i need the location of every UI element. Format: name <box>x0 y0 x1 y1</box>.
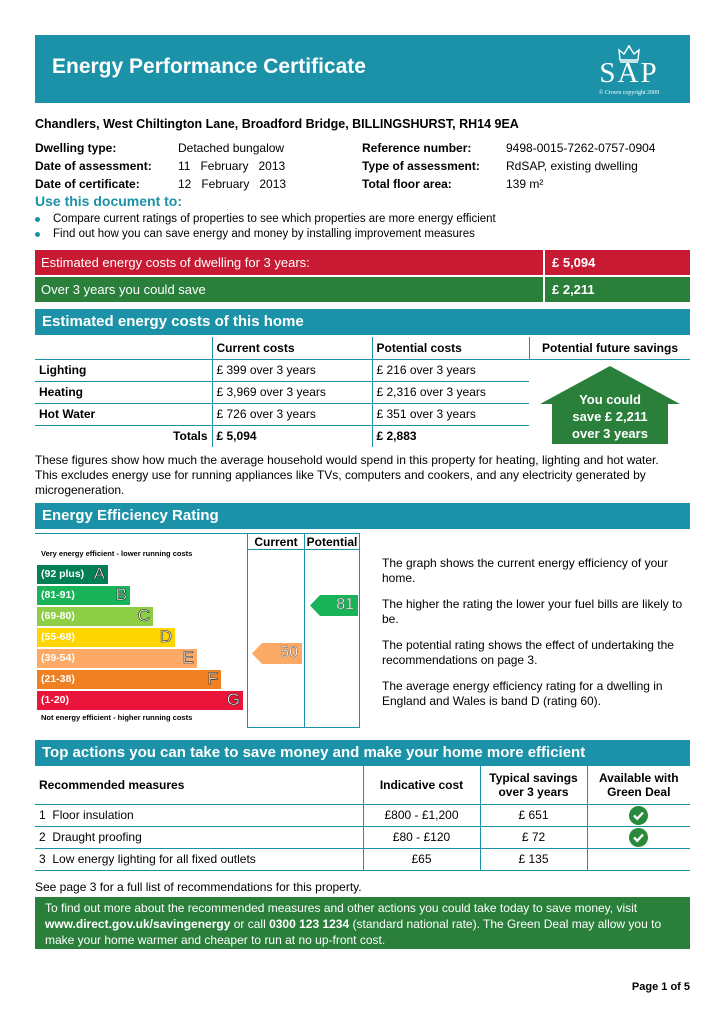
savings-house-line: save £ 2,211 <box>572 409 648 424</box>
savings-label: Over 3 years you could save <box>35 277 543 302</box>
measure-name: Floor insulation <box>52 808 134 822</box>
more-info-text: or call <box>230 917 270 931</box>
measure-cell <box>35 804 363 826</box>
header-green-deal-line: Green Deal <box>607 784 671 799</box>
measure-name: Draught proofing <box>52 830 142 844</box>
measure-number: 3 <box>39 852 46 866</box>
property-address: Chandlers, West Chiltington Lane, Broadford Bridge, BILLINGSHURST, RH14 9EA <box>35 117 519 131</box>
list-item <box>35 212 496 227</box>
table-row <box>35 359 529 381</box>
efficiency-rating-graph <box>35 533 360 728</box>
band-range: (69-80) <box>41 610 75 622</box>
green-deal-cell <box>587 804 690 826</box>
potential-cost-cell: £ 351 over 3 years <box>372 403 529 425</box>
costs-table <box>35 337 529 447</box>
assessment-date-row <box>35 157 286 175</box>
detail-value: 12 February 2013 <box>178 177 287 191</box>
efficiency-explanation <box>382 556 688 720</box>
floor-area-row <box>362 175 655 193</box>
costs-note: These figures show how much the average household would spend in this property for heating, lighting and hot water. This excludes energy use for running appliances like TVs, computers and cookers, and any electricity generated by microgeneration. <box>35 453 659 497</box>
current-cost-cell: £ 399 over 3 years <box>212 359 372 381</box>
savings-bar <box>35 277 690 302</box>
epc-header <box>35 35 690 103</box>
efficient-note: Very energy efficient - lower running costs <box>41 549 193 558</box>
explanation-paragraph: The higher the rating the lower your fuel bills are likely to be. <box>382 597 683 626</box>
column-divider <box>304 534 305 727</box>
detail-value: 11 February 2013 <box>178 159 286 173</box>
band-f <box>37 670 221 689</box>
green-deal-cell <box>587 826 690 848</box>
detail-value: RdSAP, existing dwelling <box>506 159 638 173</box>
totals-row <box>35 425 529 447</box>
savings-house-graphic <box>540 366 680 446</box>
details-right <box>362 139 655 193</box>
header-savings-line: over 3 years <box>498 784 569 799</box>
cost-cell: £800 - £1,200 <box>363 804 480 826</box>
current-rating-number: 50 <box>280 644 298 661</box>
savings-cell: £ 135 <box>480 848 587 870</box>
check-icon <box>629 806 648 825</box>
cost-cell: £80 - £120 <box>363 826 480 848</box>
green-deal-cell <box>587 848 690 870</box>
potential-column-header: Potential <box>306 535 358 549</box>
more-info-text: To find out more about the recommended measures and other actions you could take today to save money, visit <box>45 901 638 915</box>
totals-current: £ 5,094 <box>212 425 372 447</box>
band-b <box>37 586 130 605</box>
savings-house-line: You could <box>579 392 641 407</box>
explanation-paragraph: The potential rating shows the effect of undertaking the recommendations on page 3. <box>382 638 674 667</box>
future-savings-header: Potential future savings <box>529 337 690 360</box>
actions-section-heading: Top actions you can take to save money and make your home more efficient <box>35 740 690 766</box>
detail-key: Date of assessment: <box>35 159 152 173</box>
more-info-text: (standard national rate). The Green Deal may allow you to make your home warmer and cheaper to run at no up-front cost. <box>45 917 662 947</box>
band-range: (21-38) <box>41 673 75 685</box>
sap-logo-text: SAP <box>599 57 659 89</box>
detail-key: Date of certificate: <box>35 177 140 191</box>
totals-label: Totals <box>173 429 208 444</box>
list-item-text: Compare current ratings of properties to see which properties are more energy efficient <box>53 213 496 225</box>
band-letter: F <box>207 669 218 688</box>
measure-name: Low energy lighting for all fixed outlets <box>52 852 256 866</box>
list-item-text: Find out how you can save energy and money by installing improvement measures <box>53 228 475 240</box>
estimated-costs-bar <box>35 250 690 275</box>
band-d <box>37 628 175 647</box>
explanation-paragraph: The average energy efficiency rating for a dwelling in England and Wales is band D (rating 60). <box>382 679 663 708</box>
current-cost-cell: £ 726 over 3 years <box>212 403 372 425</box>
savings-cell: £ 72 <box>480 826 587 848</box>
band-range: (55-68) <box>41 631 75 643</box>
row-label: Heating <box>35 381 212 403</box>
header-green-deal-line: Available with <box>598 770 679 785</box>
use-document-list <box>35 212 496 242</box>
use-document-heading: Use this document to: <box>35 193 183 209</box>
phone-number: 0300 123 1234 <box>269 917 350 931</box>
current-cost-cell: £ 3,969 over 3 years <box>212 381 372 403</box>
page-number: Page 1 of 5 <box>631 981 690 993</box>
detail-key: Type of assessment: <box>362 159 480 173</box>
header-savings-line: Typical savings <box>489 770 578 785</box>
current-column-header: Current <box>248 534 304 550</box>
band-range: (92 plus) <box>41 568 85 580</box>
row-label: Hot Water <box>35 403 212 425</box>
totals-potential: £ 2,883 <box>372 425 529 447</box>
detail-key: Total floor area: <box>362 177 452 191</box>
details-left <box>35 139 286 193</box>
savings-house-text <box>550 391 670 442</box>
savings-link[interactable]: www.direct.gov.uk/savingenergy <box>45 917 231 931</box>
band-range: (1-20) <box>41 694 70 706</box>
certificate-date-row <box>35 175 286 193</box>
crown-copyright: © Crown copyright 2009 <box>598 90 660 96</box>
header-measures: Recommended measures <box>35 766 363 804</box>
table-header-empty <box>35 337 212 359</box>
header-savings <box>480 766 587 804</box>
potential-cost-cell: £ 2,316 over 3 years <box>372 381 529 403</box>
current-rating-value <box>262 643 302 663</box>
table-row <box>35 381 529 403</box>
band-letter: D <box>159 627 172 646</box>
measure-cell <box>35 826 363 848</box>
potential-rating-value <box>320 595 358 615</box>
band-g <box>37 691 243 710</box>
table-header-potential: Potential costs <box>372 337 529 359</box>
band-a <box>37 565 108 584</box>
assessment-type-row <box>362 157 655 175</box>
table-row <box>35 826 690 848</box>
explanation-paragraph: The graph shows the current energy efficiency of your home. <box>382 556 668 585</box>
band-letter: E <box>182 648 194 667</box>
efficiency-section-heading: Energy Efficiency Rating <box>35 503 690 529</box>
potential-cost-cell: £ 216 over 3 years <box>372 359 529 381</box>
header-cost: Indicative cost <box>363 766 480 804</box>
bullet-icon <box>35 232 40 237</box>
band-letter: G <box>226 690 240 709</box>
savings-value: £ 2,211 <box>545 277 690 302</box>
measure-cell <box>35 848 363 870</box>
bullet-icon <box>35 217 40 222</box>
row-label: Lighting <box>35 359 212 381</box>
detail-value: Detached bungalow <box>178 141 285 155</box>
table-row <box>35 804 690 826</box>
dwelling-type-row <box>35 139 286 157</box>
list-item <box>35 227 496 242</box>
reference-row <box>362 139 655 157</box>
measure-number: 1 <box>39 808 46 822</box>
page-title: Energy Performance Certificate <box>52 55 366 78</box>
cost-cell: £65 <box>363 848 480 870</box>
band-letter: A <box>93 564 105 583</box>
savings-cell: £ 651 <box>480 804 587 826</box>
potential-rating-number: 81 <box>336 596 354 613</box>
band-letter: B <box>115 585 127 604</box>
header-green-deal <box>587 766 690 804</box>
band-letter: C <box>137 606 150 625</box>
check-icon <box>629 828 648 847</box>
sap-logo <box>584 45 674 99</box>
table-header-current: Current costs <box>212 337 372 359</box>
estimated-costs-value: £ 5,094 <box>545 250 690 275</box>
detail-key: Dwelling type: <box>35 141 117 155</box>
detail-key: Reference number: <box>362 141 472 155</box>
band-range: (39-54) <box>41 652 75 664</box>
rating-columns <box>247 533 360 728</box>
estimated-costs-label: Estimated energy costs of dwelling for 3 years: <box>35 250 543 275</box>
more-info-box <box>35 897 690 949</box>
band-e <box>37 649 197 668</box>
graph-top-border <box>35 533 247 540</box>
savings-house-line: over 3 years <box>572 426 648 441</box>
see-more-note: See page 3 for a full list of recommendations for this property. <box>35 880 362 894</box>
band-range: (81-91) <box>41 589 75 601</box>
costs-section-heading: Estimated energy costs of this home <box>35 309 690 335</box>
band-c <box>37 607 153 626</box>
table-header-row <box>35 337 529 359</box>
measure-number: 2 <box>39 830 46 844</box>
table-row <box>35 403 529 425</box>
inefficient-note: Not energy efficient - higher running costs <box>41 713 193 722</box>
detail-value: 9498-0015-7262-0757-0904 <box>506 141 656 155</box>
detail-value: 139 m² <box>506 177 544 191</box>
table-header-row <box>35 766 690 804</box>
actions-table <box>35 766 690 871</box>
table-row <box>35 848 690 870</box>
